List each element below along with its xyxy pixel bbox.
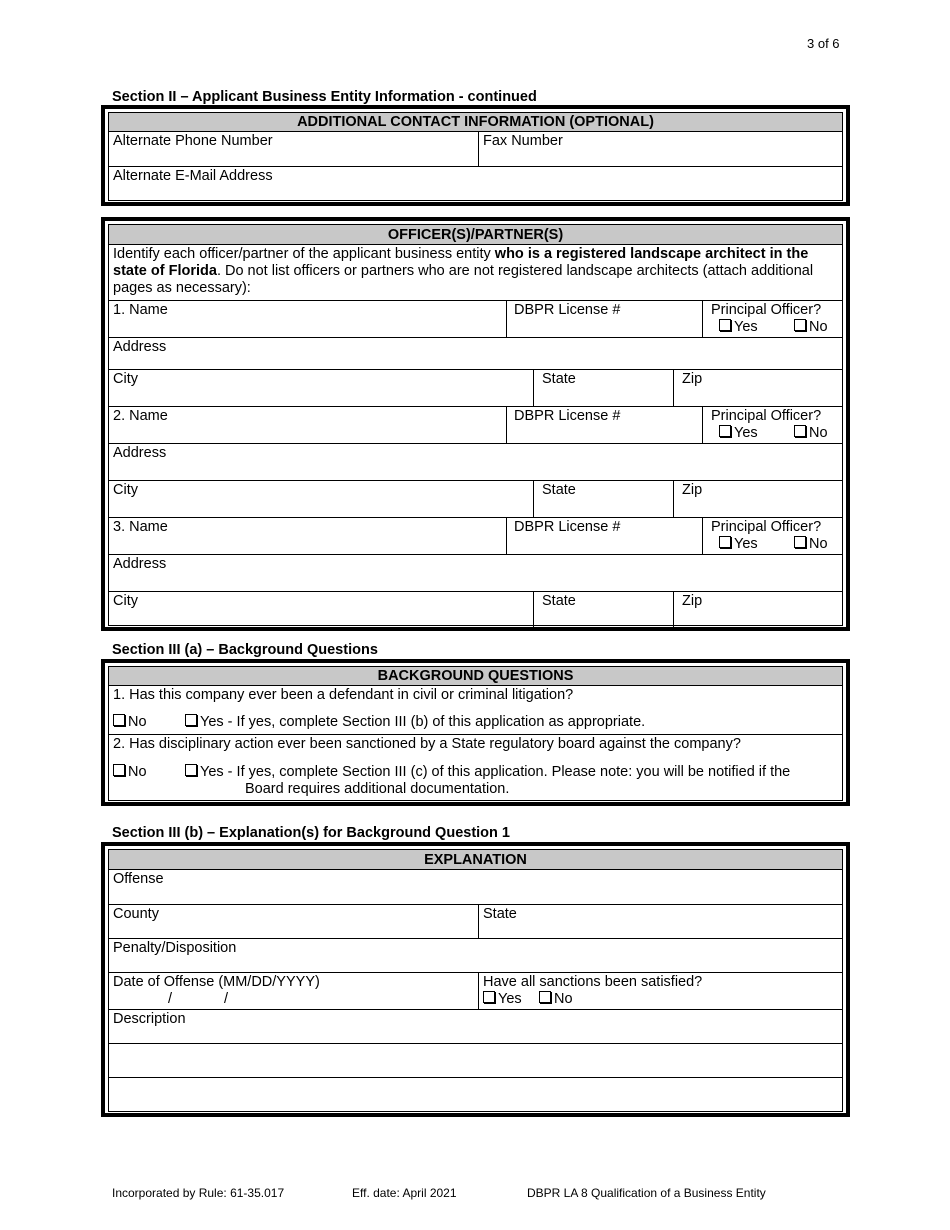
principal-yes-checkbox[interactable]: Yes — [719, 319, 794, 336]
license-field[interactable]: DBPR License # — [506, 301, 702, 337]
checkbox-icon — [794, 536, 806, 548]
zip-field[interactable]: Zip — [673, 370, 842, 406]
principal-no-checkbox[interactable]: No — [794, 319, 828, 336]
checkbox-icon — [719, 425, 731, 437]
state-field[interactable]: State — [533, 481, 673, 517]
checkbox-icon — [113, 714, 125, 726]
description-line[interactable] — [109, 1078, 842, 1110]
checkbox-icon — [719, 536, 731, 548]
officers-header: OFFICER(S)/PARTNER(S) — [109, 225, 842, 245]
sanctions-yes-checkbox[interactable]: Yes — [483, 991, 539, 1008]
county-field[interactable]: County — [113, 906, 159, 922]
license-field[interactable]: DBPR License # — [506, 407, 702, 443]
city-field[interactable]: City — [113, 482, 138, 498]
penalty-field[interactable]: Penalty/Disposition — [113, 940, 237, 956]
officer-row-2 — [109, 406, 842, 443]
background-questions-header: BACKGROUND QUESTIONS — [109, 667, 842, 686]
description-line[interactable] — [109, 1044, 842, 1077]
zip-field[interactable]: Zip — [673, 481, 842, 517]
alt-email-label: Alternate E-Mail Address — [113, 168, 273, 184]
fax-label: Fax Number — [483, 133, 563, 149]
alt-email-field[interactable] — [109, 167, 842, 199]
officer-name-field[interactable]: 3. Name — [113, 519, 168, 535]
checkbox-icon — [483, 991, 495, 1003]
q2-no-checkbox[interactable]: No — [113, 764, 185, 781]
officer-row-1 — [109, 300, 842, 337]
description-field[interactable]: Description — [113, 1011, 186, 1027]
alt-phone-label: Alternate Phone Number — [113, 133, 273, 149]
officer-name-field[interactable]: 2. Name — [113, 408, 168, 424]
checkbox-icon — [794, 425, 806, 437]
principal-officer-field: Principal Officer? Yes No — [702, 407, 842, 443]
q1-yes-checkbox[interactable]: Yes - If yes, complete Section III (b) of this application as appropriate. — [185, 714, 645, 731]
explanation-header: EXPLANATION — [109, 850, 842, 870]
zip-field[interactable]: Zip — [673, 592, 842, 627]
checkbox-icon — [185, 714, 197, 726]
sanctions-field: Have all sanctions been satisfied? Yes No — [478, 973, 842, 1009]
question-1: 1. Has this company ever been a defendant in civil or criminal litigation? No Yes - If yes, complete Section III (b) of this application as appropriate. — [113, 687, 646, 730]
background-questions-box — [101, 659, 850, 806]
question-2: 2. Has disciplinary action ever been sanctioned by a State regulatory board against the company? No Yes - If yes, complete Section III (c) of this application. Please note: you will be notified if the Board requires additional documentation. — [109, 734, 842, 800]
explanation-box — [101, 842, 850, 1117]
alt-phone-field[interactable] — [109, 132, 478, 166]
checkbox-icon — [794, 319, 806, 331]
address-field[interactable]: Address — [113, 445, 167, 461]
officers-intro: Identify each officer/partner of the applicant business entity who is a registered landscape architect in the state of Florida. Do not list officers or partners who are not registered landscape architects (attach additional pages as necessary): — [113, 246, 814, 296]
additional-contact-box — [101, 105, 850, 206]
principal-officer-field: Principal Officer? Yes No — [702, 301, 842, 337]
officers-box — [101, 217, 850, 631]
principal-yes-checkbox[interactable]: Yes — [719, 425, 794, 442]
principal-officer-field: Principal Officer? Yes No — [702, 518, 842, 554]
q2-yes-checkbox[interactable]: Yes - If yes, complete Section III (c) of this application. Please note: you will be notified if the — [185, 764, 790, 781]
checkbox-icon — [539, 991, 551, 1003]
city-field[interactable]: City — [113, 593, 138, 609]
sanctions-no-checkbox[interactable]: No — [539, 991, 573, 1008]
explanation-state-field[interactable]: State — [478, 905, 842, 938]
checkbox-icon — [719, 319, 731, 331]
offense-field[interactable]: Offense — [113, 871, 164, 887]
section-iiib-title: Section III (b) – Explanation(s) for Background Question 1 — [112, 825, 510, 841]
q1-no-checkbox[interactable]: No — [113, 714, 185, 731]
footer-eff-date: Eff. date: April 2021 — [352, 1186, 457, 1200]
page-number: 3 of 6 — [807, 36, 840, 51]
section-ii-title: Section II – Applicant Business Entity Information - continued — [112, 89, 537, 105]
principal-no-checkbox[interactable]: No — [794, 536, 828, 553]
date-of-offense-field[interactable]: Date of Offense (MM/DD/YYYY) / / — [113, 974, 320, 1007]
state-field[interactable]: State — [533, 370, 673, 406]
principal-yes-checkbox[interactable]: Yes — [719, 536, 794, 553]
officer-name-field[interactable]: 1. Name — [113, 302, 168, 318]
address-field[interactable]: Address — [113, 339, 167, 355]
city-field[interactable]: City — [113, 371, 138, 387]
checkbox-icon — [185, 764, 197, 776]
fax-field[interactable] — [478, 132, 842, 166]
section-iiia-title: Section III (a) – Background Questions — [112, 642, 378, 658]
checkbox-icon — [113, 764, 125, 776]
state-field[interactable]: State — [533, 592, 673, 627]
footer-rule: Incorporated by Rule: 61-35.017 — [112, 1186, 285, 1200]
license-field[interactable]: DBPR License # — [506, 518, 702, 554]
principal-no-checkbox[interactable]: No — [794, 425, 828, 442]
address-field[interactable]: Address — [113, 556, 167, 572]
footer-form-name: DBPR LA 8 Qualification of a Business Entity — [527, 1186, 766, 1200]
officer-row-3 — [109, 517, 842, 554]
additional-contact-header: ADDITIONAL CONTACT INFORMATION (OPTIONAL) — [109, 113, 842, 132]
